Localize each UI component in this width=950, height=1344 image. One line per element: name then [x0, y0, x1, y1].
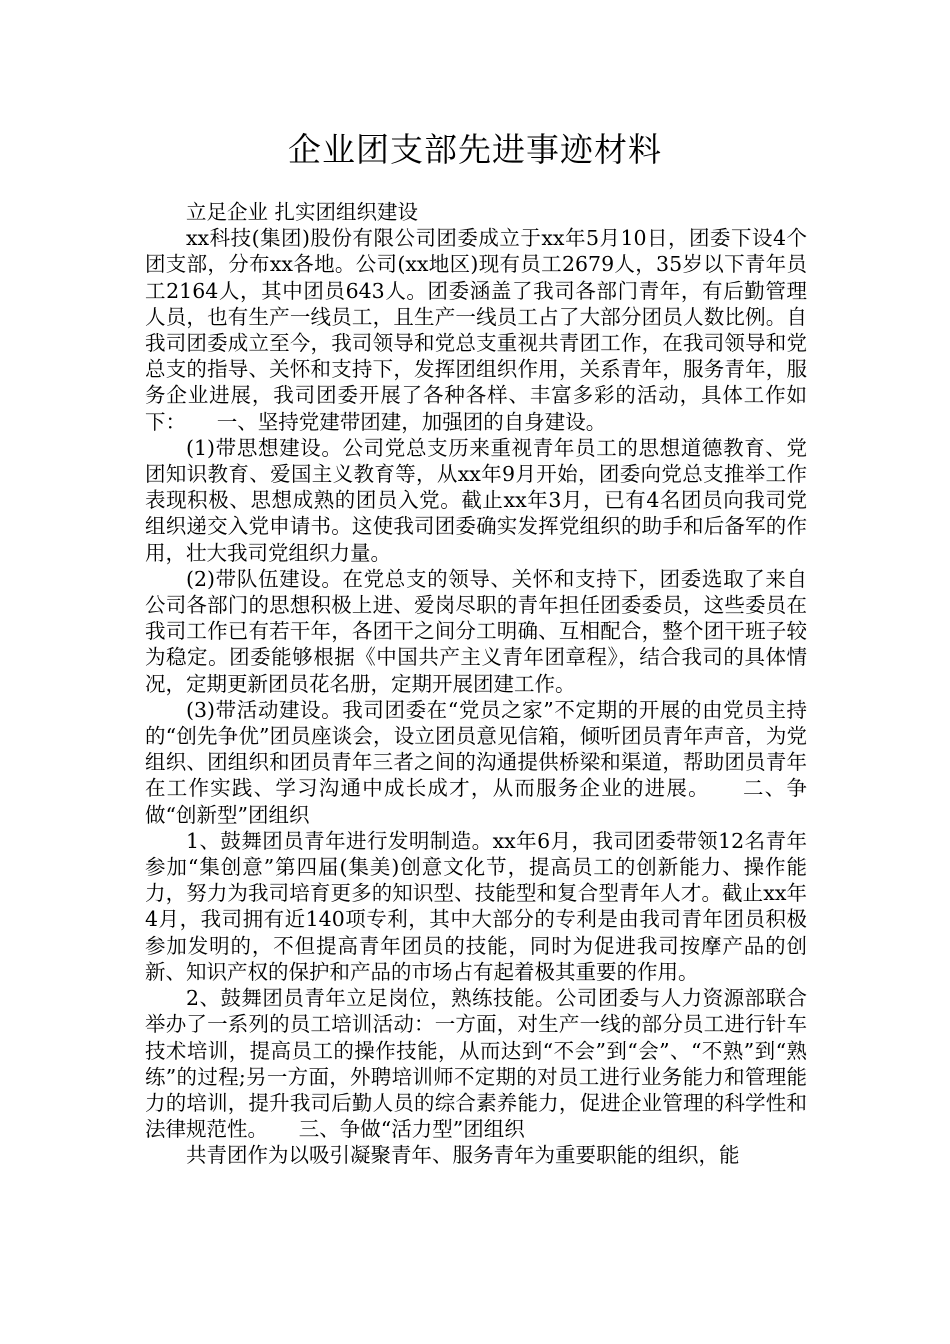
section-heading: 立足企业 扎实团组织建设 [186, 200, 419, 224]
paragraph-team: (2)带队伍建设。在党总支的领导、关怀和支持下，团委选取了来自公司各部门的思想积极上进、爱岗尽职的青年担任团委委员，这些委员在我司工作已有若干年，各团干之间分工明确、互相配合，整个团干班子较为稳定。团委能够根据《中国共产主义青年团章程》，结合我司的具体情况，定期更新团员花名册，定期开展团建工作。 [145, 566, 807, 696]
paragraph-skills: 2、鼓舞团员青年立足岗位，熟练技能。公司团委与人力资源部联合举办了一系列的员工培训活动：一方面，对生产一线的部分员工进行针车技术培训，提高员工的操作技能，从而达到“不会”到“会”、“不熟”到“熟练”的过程;另一方面，外聘培训师不定期的对员工进行业务能力和管理能力的培训，提升我司后勤人员的综合素养能力，促进企业管理的科学性和法律规范性。 三、争做“活力型”团组织 [145, 986, 807, 1142]
document-title: 企业团支部先进事迹材料 [288, 130, 662, 169]
paragraph-youth: 共青团作为以吸引凝聚青年、服务青年为重要职能的组织，能 [186, 1143, 740, 1168]
paragraph-intro: xx科技(集团)股份有限公司团委成立于xx年5月10日，团委下设4个团支部，分布xx各地。公司(xx地区)现有员工2679人，35岁以下青年员工2164人，其中团员643人。团委涵盖了我司各部门青年，有后勤管理人员，也有生产一线员工，且生产一线员工占了大部分团员人数比例。自我司团委成立至今，我司领导和党总支重视共青团工作，在我司领导和党总支的指导、关怀和支持下，发挥团组织作用，关系青年，服务青年，服务企业进展，我司团委开展了各种各样、丰富多彩的活动，具体工作如下： 一、坚持党建带团建，加强团的自身建设。 [145, 226, 807, 434]
paragraph-activity: (3)带活动建设。我司团委在“党员之家”不定期的开展的由党员主持的“创先争优”团员座谈会，设立团员意见信箱，倾听团员青年声音，为党组织、团组织和团员青年三者之间的沟通提供桥梁和渠道，帮助团员青年在工作实践、学习沟通中成长成才，从而服务企业的进展。 二、争做“创新型”团组织 [145, 697, 807, 827]
paragraph-invention: 1、鼓舞团员青年进行发明制造。xx年6月，我司团委带领12名青年参加“集创意”第四届(集美)创意文化节，提高员工的创新能力、操作能力，努力为我司培育更多的知识型、技能型和复合型青年人才。截止xx年4月，我司拥有近140项专利，其中大部分的专利是由我司青年团员积极参加发明的，不但提高青年团员的技能，同时为促进我司按摩产品的创新、知识产权的保护和产品的市场占有起着极其重要的作用。 [145, 828, 807, 984]
document-body [145, 199, 807, 1169]
paragraph-ideology: (1)带思想建设。公司党总支历来重视青年员工的思想道德教育、党团知识教育、爱国主义教育等，从xx年9月开始，团委向党总支推举工作表现积极、思想成熟的团员入党。截止xx年3月，已有4名团员向我司党组织递交入党申请书。这使我司团委确实发挥党组织的助手和后备军的作用，壮大我司党组织力量。 [145, 435, 807, 565]
